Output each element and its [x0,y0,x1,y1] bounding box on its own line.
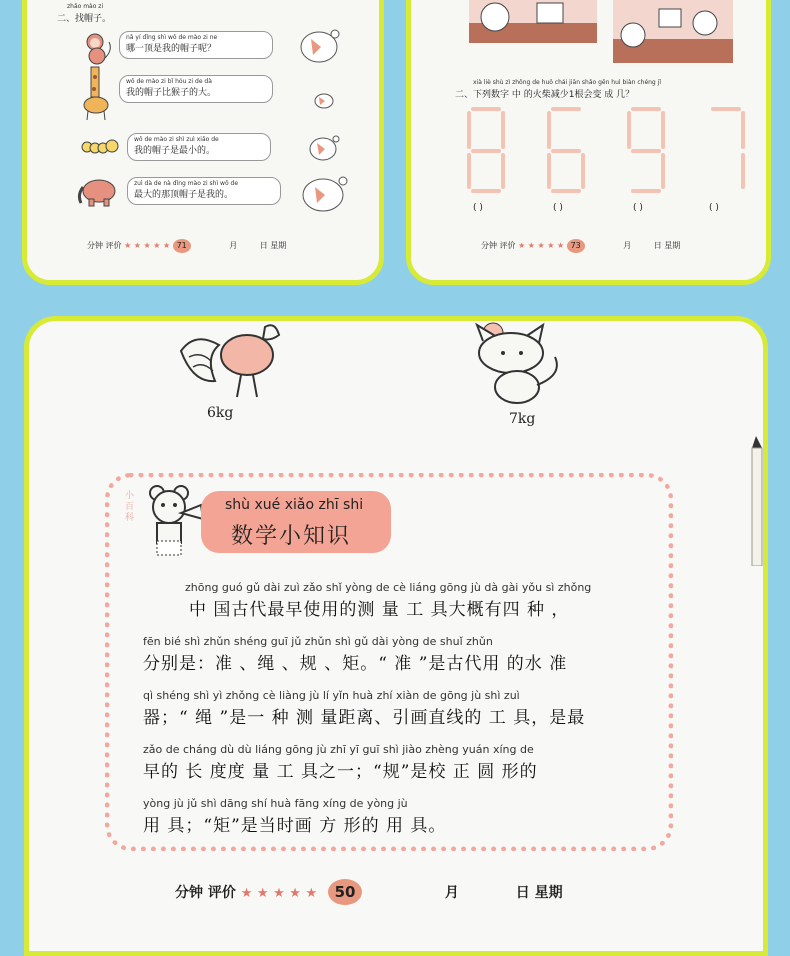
side-label: 小百科 [125,491,135,523]
task-text: 二、下列数字 中 的火柴减少1根会变 成 几？ [455,90,635,100]
row3-pinyin: wǒ de mào zi shì zuì xiǎo de [134,136,219,143]
row4-pinyin: zuì dà de nà dǐng mào zi shì wǒ de [134,180,239,187]
page-71 [22,0,384,285]
row1-text: 哪一顶是我的帽子呢？ [126,44,217,54]
header-text: 二、找帽子。 [57,14,112,24]
line5-pinyin: yòng jù jǔ shì dāng shí huà fāng xíng de yòng jù [143,797,408,810]
row4-text: 最大的那顶帽子是我的。 [134,190,234,200]
footer-month: 月 [444,885,459,901]
pencil-icon [748,436,768,566]
row1-pinyin: nǎ yí dǐng shì wǒ de mào zi ne [126,34,218,41]
rating-stars: ★ ★ ★ ★ ★ [240,886,318,901]
line3-text: 器；“ 绳 ”是一 种 测 量距离、引画直线的 工 具，是最 [143,708,586,728]
page-number-73: 73 [567,239,585,253]
speech-bubble-3 [127,133,271,161]
row2-pinyin: wǒ de mào zi bǐ hóu zi de dà [126,78,212,85]
title-pinyin: shù xué xiǎo zhī shi [225,497,364,513]
answer-blank-3: ( ) [633,203,643,213]
page-50 [24,316,768,956]
hat-small-icon [307,133,341,163]
speech-bubble-2 [119,75,273,103]
line4-pinyin: zǎo de cháng dù dù liáng gōng jù zhī yī guī shì jiào zhèng yuán xíng de [143,743,534,756]
bears-picture-left [469,0,597,43]
hat-tiny-icon [313,91,335,109]
page-number-71: 71 [173,239,191,253]
weight-kitten: 7kg [509,411,536,427]
row3-text: 我的帽子是最小的。 [134,146,216,156]
footer-rating: 评价 [207,885,236,901]
footer-71: 分钟 评价 ★ ★ ★ ★ ★ 71 月 日 星期 [87,239,286,253]
kitten-illustration [463,321,573,405]
page-number-50: 50 [328,879,362,905]
footer-50 [175,879,563,905]
line3-pinyin: qì shéng shì yì zhǒng cè liàng jù lí yǐn huà zhí xiàn de gōng jù shì zuì [143,689,520,702]
monkey-illustration [79,30,115,66]
footer-day-week: 日 星期 [515,885,563,901]
bear-mascot-illustration [141,483,207,557]
line1-pinyin: zhōng guó gǔ dài zuì zǎo shǐ yòng de cè liáng gōng jù dà gài yǒu sì zhǒng [185,581,592,594]
line5-text: 用 具；“矩”是当时画 方 形的 用 具。 [143,816,447,836]
speech-bubble-4 [127,177,281,205]
footer-73: 分钟 评价 ★ ★ ★ ★ ★ 73 月 日 星期 [481,239,680,253]
answer-blank-1: ( ) [473,203,483,213]
elephant-illustration [77,175,121,207]
weight-rooster: 6kg [207,405,234,421]
answer-blank-2: ( ) [553,203,563,213]
task-pinyin: xià liè shù zì zhōng de huǒ chái jiān shǎo gēn huì biàn chéng jǐ [473,79,661,86]
rooster-illustration [175,321,295,401]
caterpillar-illustration [79,137,119,157]
answer-blank-4: ( ) [709,203,719,213]
title-text: 数学小知识 [231,524,352,549]
hat-biggest-icon [301,173,349,213]
page-73 [406,0,771,285]
line2-pinyin: fēn bié shì zhǔn shéng guī jǔ zhǔn shì gǔ dài yòng de shuǐ zhǔn [143,635,493,648]
line4-text: 早的 长 度度 量 工 具之一；“规”是校 正 圆 形的 [143,762,538,782]
hat-large-icon [297,27,341,65]
speech-bubble-1 [119,31,273,59]
bears-picture-right [613,0,733,63]
giraffe-illustration [79,63,113,121]
line1-text: 中 国古代最早使用的测 量 工 具大概有四 种 ， [189,600,570,620]
row2-text: 我的帽子比猴子的大。 [126,88,217,98]
footer-minutes: 分钟 [175,885,203,901]
line2-text: 分别是：准 、绳 、规 、矩。“ 准 ”是古代用 的水 准 [143,654,568,674]
matchstick-digits [463,107,753,197]
header-pinyin: zhǎo mào zi [67,3,104,10]
